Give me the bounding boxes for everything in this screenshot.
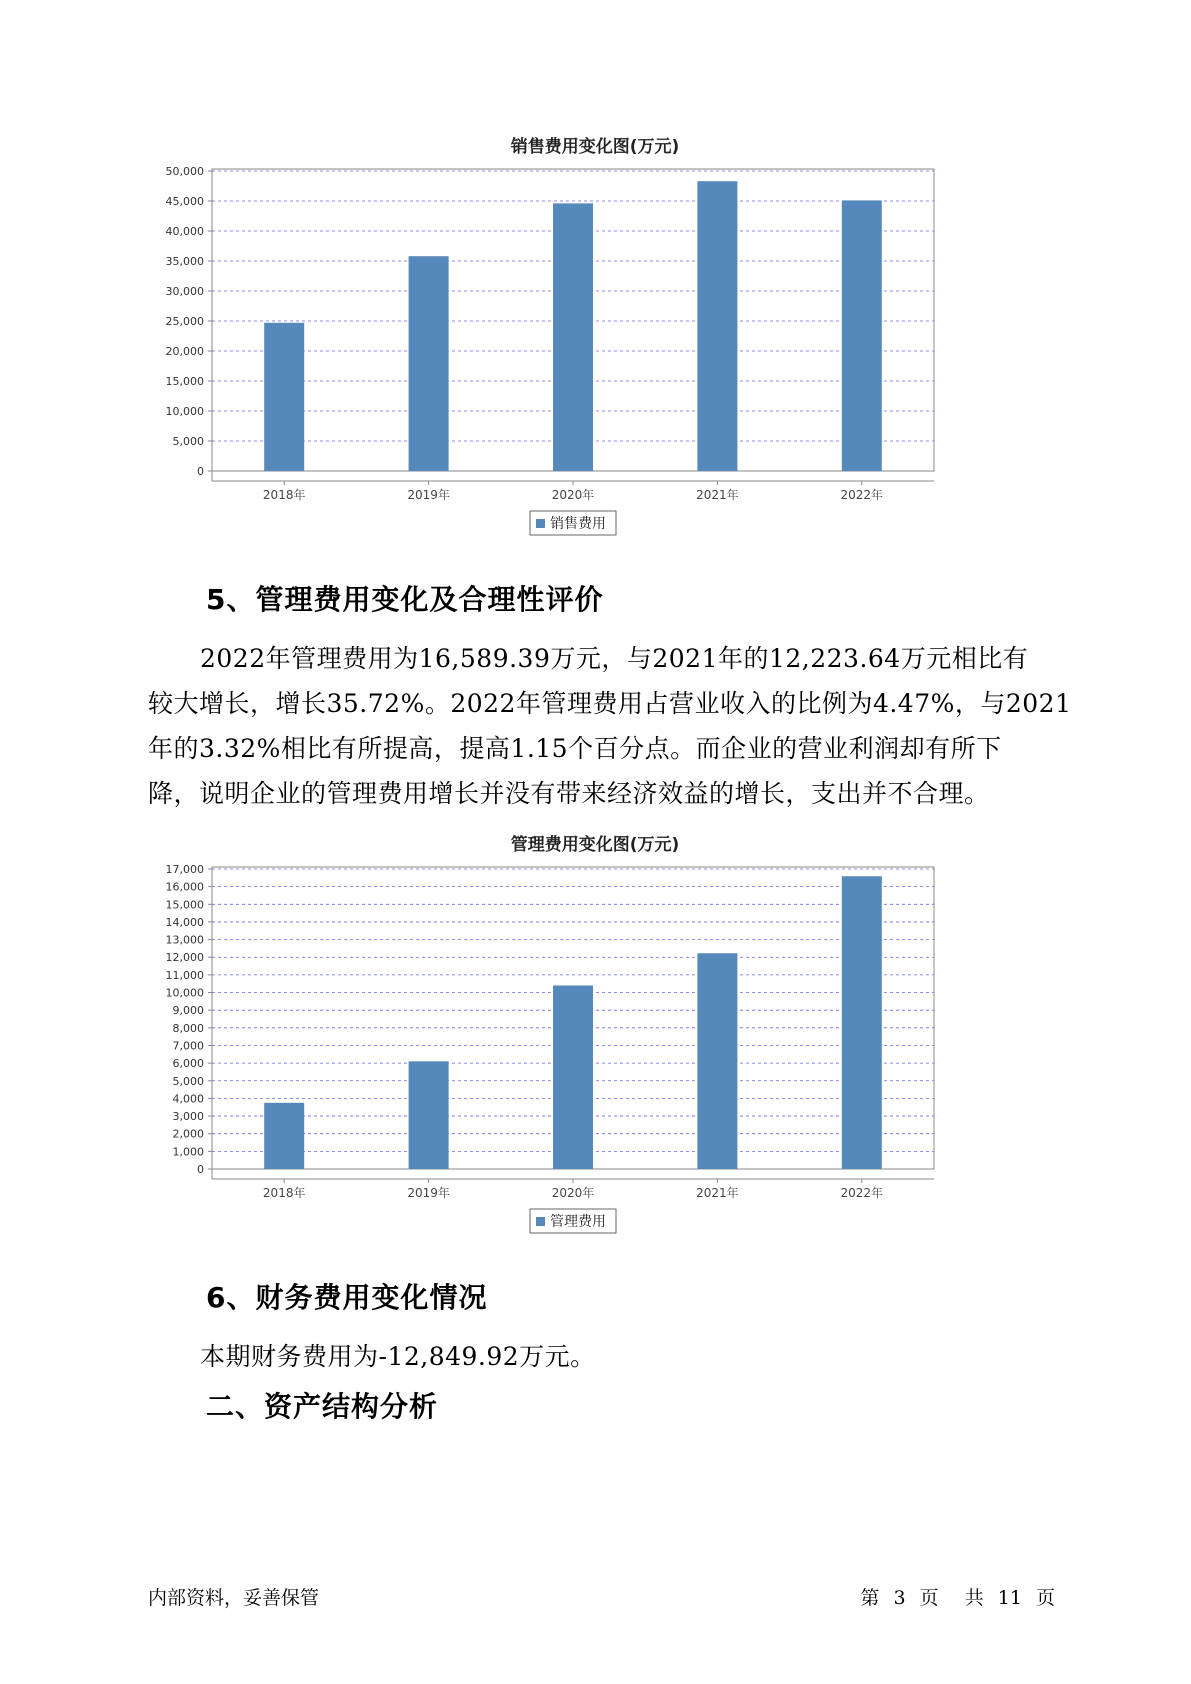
section-two-heading: 二、资产结构分析 — [206, 1390, 439, 1423]
bar — [553, 203, 593, 471]
bar — [264, 323, 304, 471]
x-tick-label: 2018年 — [262, 488, 306, 502]
y-tick-label: 14,000 — [165, 915, 204, 929]
total-label: 共 — [964, 1587, 984, 1609]
x-tick-label: 2021年 — [696, 488, 739, 502]
section6-text: 本期财务费用为-12,849.92万元。 — [200, 1342, 596, 1371]
y-tick-label: 17,000 — [165, 863, 204, 876]
y-tick-label: 16,000 — [165, 880, 204, 894]
bar — [842, 200, 882, 471]
y-tick-label: 50,000 — [165, 165, 204, 178]
page-num: 3 — [893, 1587, 906, 1609]
page-unit: 页 — [919, 1587, 939, 1609]
paragraph-line-1: 2022年管理费用为16,589.39万元，与2021年的12,223.64万元相比有 — [200, 644, 1029, 673]
y-tick-label: 5,000 — [172, 1074, 204, 1088]
x-tick-label: 2021年 — [696, 1186, 739, 1200]
y-tick-label: 6,000 — [172, 1057, 204, 1071]
admin-expense-chart — [150, 830, 1040, 1281]
y-tick-label: 25,000 — [165, 315, 204, 328]
paragraph-line-3: 年的3.32%相比有所提高，提高1.15个百分点。而企业的营业利润却有所下 — [148, 734, 1002, 763]
sales-expense-chart — [150, 132, 1040, 583]
x-tick-label: 2022年 — [840, 488, 884, 502]
x-tick-label: 2018年 — [262, 1186, 306, 1200]
y-tick-label: 15,000 — [165, 898, 204, 912]
x-tick-label: 2019年 — [407, 488, 450, 502]
y-tick-label: 35,000 — [165, 255, 204, 268]
y-tick-label: 13,000 — [165, 933, 204, 947]
y-tick-label: 2,000 — [172, 1127, 204, 1141]
bar — [842, 876, 882, 1169]
y-tick-label: 5,000 — [172, 435, 204, 448]
y-tick-label: 30,000 — [165, 285, 204, 298]
y-tick-label: 12,000 — [165, 951, 204, 965]
legend-swatch — [536, 1217, 545, 1226]
x-tick-label: 2020年 — [551, 1186, 595, 1200]
y-tick-label: 0 — [197, 1163, 204, 1176]
y-tick-label: 10,000 — [165, 405, 204, 418]
section6-heading: 6、财务费用变化情况 — [206, 1281, 488, 1314]
legend-label: 销售费用 — [550, 516, 606, 532]
bar — [697, 953, 737, 1169]
y-tick-label: 45,000 — [165, 195, 204, 208]
bar — [264, 1103, 304, 1169]
section6-paragraph — [148, 1334, 1048, 1379]
y-tick-label: 0 — [197, 465, 204, 478]
chart-title: 销售费用变化图(万元) — [510, 137, 680, 157]
y-tick-label: 1,000 — [172, 1145, 204, 1159]
footer-confidential-note: 内部资料，妥善保管 — [148, 1587, 320, 1609]
page-label: 第 — [860, 1587, 880, 1609]
footer-page-number — [852, 1583, 1055, 1610]
sales-expense-chart-svg — [150, 163, 1040, 583]
legend-label: 管理费用 — [550, 1214, 606, 1230]
bar — [553, 985, 593, 1169]
x-tick-label: 2020年 — [551, 488, 595, 502]
y-tick-label: 4,000 — [172, 1092, 204, 1106]
section5-heading: 5、管理费用变化及合理性评价 — [206, 583, 604, 616]
bar — [409, 1061, 449, 1169]
y-tick-label: 15,000 — [165, 375, 204, 388]
y-tick-label: 20,000 — [165, 345, 204, 358]
y-tick-label: 10,000 — [165, 986, 204, 1000]
y-tick-label: 3,000 — [172, 1110, 204, 1124]
bar — [409, 256, 449, 471]
chart-title: 管理费用变化图(万元) — [510, 835, 680, 855]
total-unit: 页 — [1035, 1587, 1055, 1609]
y-tick-label: 8,000 — [172, 1021, 204, 1035]
x-tick-label: 2022年 — [840, 1186, 884, 1200]
paragraph-line-2: 较大增长，增长35.72%。2022年管理费用占营业收入的比例为4.47%，与2021 — [148, 689, 1072, 718]
x-tick-label: 2019年 — [407, 1186, 450, 1200]
section5-paragraph — [148, 636, 1072, 816]
y-tick-label: 9,000 — [172, 1004, 204, 1018]
bar — [697, 181, 737, 471]
y-tick-label: 11,000 — [165, 968, 204, 982]
admin-expense-chart-svg — [150, 861, 1040, 1281]
y-tick-label: 7,000 — [172, 1039, 204, 1053]
total-num: 11 — [997, 1587, 1022, 1609]
paragraph-line-4: 降，说明企业的管理费用增长并没有带来经济效益的增长，支出并不合理。 — [148, 779, 990, 808]
legend-swatch — [536, 519, 545, 528]
y-tick-label: 40,000 — [165, 225, 204, 238]
